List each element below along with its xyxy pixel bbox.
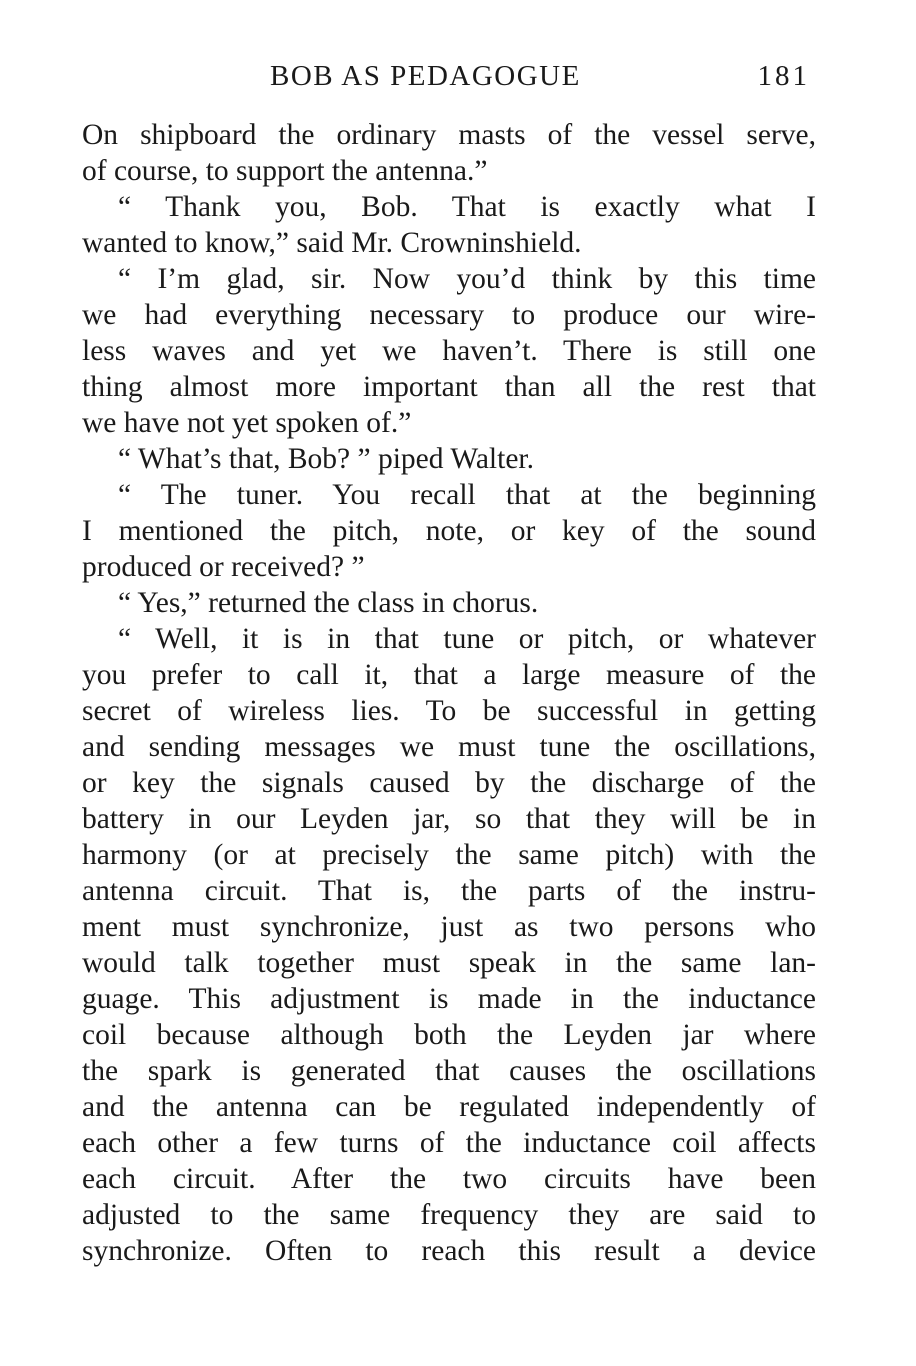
text-line: secret of wireless lies. To be successful in getting <box>82 695 816 727</box>
text-line: and sending messages we must tune the oscillations, <box>82 731 816 763</box>
text-line: we had everything necessary to produce our wire- <box>82 299 816 331</box>
text-line: each other a few turns of the inductance coil affects <box>82 1127 816 1159</box>
page-header <box>82 56 816 100</box>
text-line: the spark is generated that causes the oscillations <box>82 1055 816 1087</box>
text-line: “ Well, it is in that tune or pitch, or whatever <box>118 623 816 655</box>
text-line: you prefer to call it, that a large measure of the <box>82 659 816 691</box>
text-line: less waves and yet we haven’t. There is still one <box>82 335 816 367</box>
text-line: and the antenna can be regulated independently of <box>82 1091 816 1123</box>
page-number: 181 <box>757 60 810 92</box>
text-line: or key the signals caused by the discharge of the <box>82 767 816 799</box>
body-text <box>82 117 816 1269</box>
text-line: produced or received? ” <box>82 551 365 583</box>
text-line: synchronize. Often to reach this result a device <box>82 1235 816 1267</box>
text-line: wanted to know,” said Mr. Crowninshield. <box>82 227 582 259</box>
text-line: ment must synchronize, just as two persons who <box>82 911 816 943</box>
running-head: BOB AS PEDAGOGUE <box>270 60 581 92</box>
text-line: thing almost more important than all the rest that <box>82 371 816 403</box>
text-line: “ The tuner. You recall that at the beginning <box>118 479 816 511</box>
text-line: On shipboard the ordinary masts of the vessel serve, <box>82 119 816 151</box>
text-line: I mentioned the pitch, note, or key of the sound <box>82 515 816 547</box>
text-line: we have not yet spoken of.” <box>82 407 412 439</box>
text-line: adjusted to the same frequency they are said to <box>82 1199 816 1231</box>
text-line: battery in our Leyden jar, so that they will be in <box>82 803 816 835</box>
text-line: each circuit. After the two circuits have been <box>82 1163 816 1195</box>
text-line: “ Thank you, Bob. That is exactly what I <box>118 191 816 223</box>
text-line: would talk together must speak in the same lan- <box>82 947 816 979</box>
text-line: harmony (or at precisely the same pitch) with the <box>82 839 816 871</box>
text-line: guage. This adjustment is made in the inductance <box>82 983 816 1015</box>
text-line: “ What’s that, Bob? ” piped Walter. <box>118 443 534 475</box>
text-line: of course, to support the antenna.” <box>82 155 488 187</box>
text-line: “ I’m glad, sir. Now you’d think by this time <box>118 263 816 295</box>
text-line: “ Yes,” returned the class in chorus. <box>118 587 539 619</box>
book-page <box>82 56 816 1269</box>
text-line: coil because although both the Leyden jar where <box>82 1019 816 1051</box>
text-line: antenna circuit. That is, the parts of the instru- <box>82 875 816 907</box>
